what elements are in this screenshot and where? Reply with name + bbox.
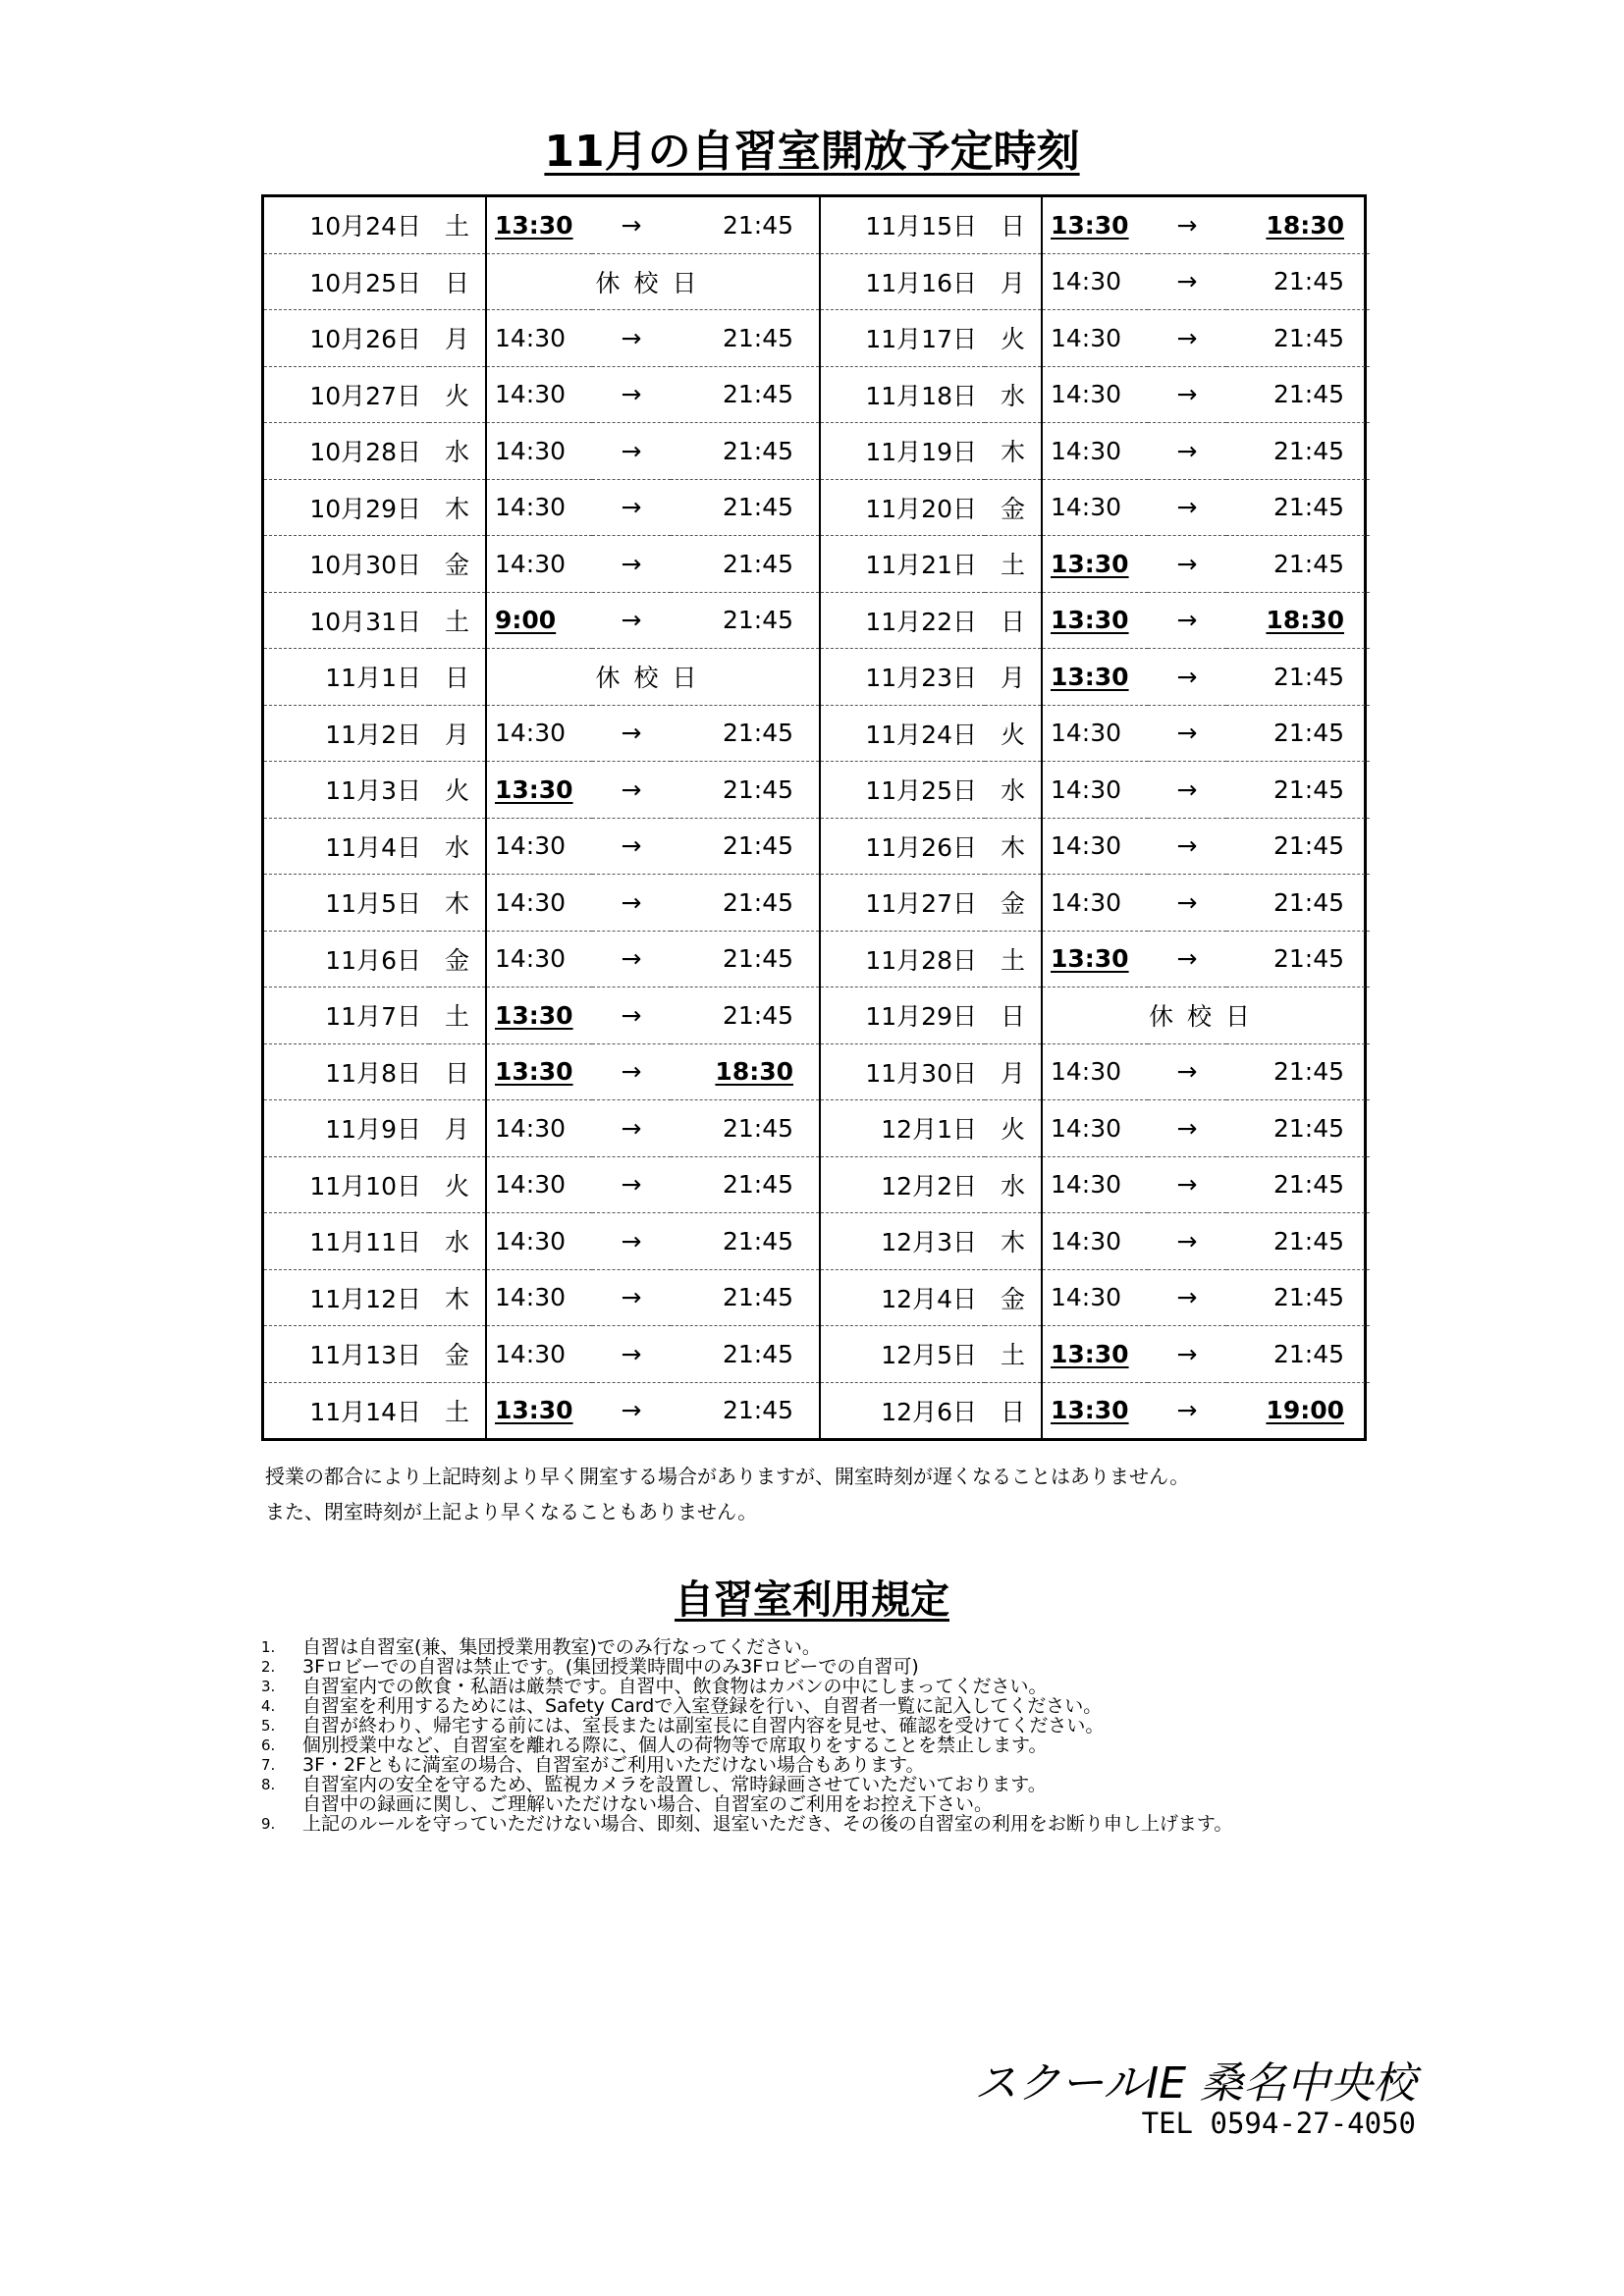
arrow-icon: → (1148, 762, 1226, 819)
schedule-weekday: 水 (429, 423, 486, 480)
schedule-open-time: 14:30 (1042, 1100, 1148, 1157)
schedule-close-time: 21:45 (1226, 818, 1370, 875)
schedule-date: 10月29日 (264, 479, 429, 536)
rule-text: 自習室内の安全を守るため、監視カメラを設置し、常時録画させていただいております。 (302, 1774, 1047, 1795)
schedule-date: 12月2日 (820, 1156, 985, 1213)
schedule-date: 11月12日 (264, 1269, 429, 1326)
schedule-date: 11月29日 (820, 988, 985, 1044)
arrow-icon: → (592, 875, 671, 932)
rule-item (261, 1794, 1232, 1814)
schedule-row (264, 875, 1370, 932)
schedule-open-time: 14:30 (486, 423, 592, 480)
schedule-close-time: 18:30 (1226, 197, 1370, 253)
rule-item (261, 1755, 1232, 1775)
schedule-close-time: 21:45 (671, 762, 820, 819)
arrow-icon: → (1148, 592, 1226, 649)
arrow-icon: → (1148, 423, 1226, 480)
schedule-weekday: 金 (429, 1326, 486, 1383)
schedule-weekday: 土 (985, 1326, 1042, 1383)
school-name: スクールIE 桑名中央校 (974, 2058, 1416, 2109)
schedule-close-time: 21:45 (671, 1382, 820, 1438)
schedule-closed-label: 休校日 (486, 649, 820, 706)
arrow-icon: → (1148, 479, 1226, 536)
schedule-close-time: 21:45 (1226, 1043, 1370, 1100)
schedule-open-time: 14:30 (486, 1269, 592, 1326)
schedule-close-time: 21:45 (671, 366, 820, 423)
schedule-row (264, 1326, 1370, 1383)
schedule-close-time: 21:45 (671, 1326, 820, 1383)
schedule-close-time: 18:30 (671, 1043, 820, 1100)
schedule-date: 11月30日 (820, 1043, 985, 1100)
schedule-weekday: 月 (985, 649, 1042, 706)
arrow-icon: → (1148, 1156, 1226, 1213)
schedule-open-time: 13:30 (495, 1396, 573, 1425)
schedule-close-time: 21:45 (1226, 536, 1370, 593)
schedule-row (264, 1269, 1370, 1326)
schedule-date: 10月24日 (264, 197, 429, 253)
schedule-close-time: 21:45 (671, 931, 820, 988)
schedule-weekday: 金 (985, 479, 1042, 536)
schedule-open-time: 13:30 (486, 762, 592, 819)
rules-list (261, 1637, 1232, 1834)
schedule-date: 11月26日 (820, 818, 985, 875)
schedule-open-time: 14:30 (486, 818, 592, 875)
schedule-close-time: 21:45 (1226, 931, 1370, 988)
schedule-weekday: 水 (985, 366, 1042, 423)
schedule-close-time: 18:30 (1226, 592, 1370, 649)
schedule-close-time: 21:45 (671, 536, 820, 593)
arrow-icon: → (621, 1396, 642, 1425)
schedule-weekday: 火 (985, 705, 1042, 762)
schedule-open-time: 14:30 (1042, 366, 1148, 423)
schedule-open-time: 14:30 (1042, 479, 1148, 536)
schedule-open-time: 14:30 (486, 931, 592, 988)
schedule-date: 11月28日 (820, 931, 985, 988)
schedule-date: 11月6日 (264, 931, 429, 988)
arrow-icon: → (1148, 705, 1226, 762)
schedule-weekday: 月 (429, 705, 486, 762)
schedule-weekday: 木 (985, 423, 1042, 480)
schedule-weekday: 火 (985, 1100, 1042, 1157)
schedule-close-time: 21:45 (671, 705, 820, 762)
rule-item (261, 1696, 1232, 1716)
rule-number: 5. (261, 1717, 276, 1735)
schedule-date: 11月13日 (264, 1326, 429, 1383)
rule-item (261, 1657, 1232, 1677)
schedule-close-time: 21:45 (671, 1269, 820, 1326)
rule-text: 自習は自習室(兼、集団授業用教室)でのみ行なってください。 (302, 1636, 821, 1658)
schedule-date: 12月5日 (820, 1326, 985, 1383)
arrow-icon: → (592, 988, 671, 1044)
schedule-weekday: 日 (985, 1382, 1042, 1438)
schedule-close-time: 21:45 (671, 197, 820, 253)
schedule-open-time: 14:30 (1042, 875, 1148, 932)
arrow-icon: → (1148, 197, 1226, 253)
schedule-open-time: 14:30 (1042, 762, 1148, 819)
schedule-close-time: 21:45 (1226, 875, 1370, 932)
arrow-icon: → (1148, 818, 1226, 875)
schedule-open-time: 14:30 (486, 1156, 592, 1213)
schedule-weekday: 火 (429, 762, 486, 819)
schedule-open-time: 13:30 (1042, 1326, 1148, 1383)
schedule-row (264, 592, 1370, 649)
schedule-close-time: 21:45 (1226, 310, 1370, 367)
schedule-close-time: 21:45 (1226, 762, 1370, 819)
schedule-open-time: 13:30 (1042, 197, 1148, 253)
schedule-date: 11月9日 (264, 1100, 429, 1157)
arrow-icon: → (1148, 536, 1226, 593)
arrow-icon: → (1148, 1326, 1226, 1383)
schedule-date: 11月15日 (820, 197, 985, 253)
note-line: 授業の都合により上記時刻より早く開室する場合がありますが、開室時刻が遅くなることはありません。 (265, 1465, 1190, 1488)
schedule-row (264, 479, 1370, 536)
schedule-close-time: 21:45 (671, 592, 820, 649)
rule-item (261, 1814, 1232, 1834)
schedule-date: 11月7日 (264, 988, 429, 1044)
schedule-date: 11月3日 (264, 762, 429, 819)
schedule-close-time: 21:45 (1226, 705, 1370, 762)
schedule-weekday: 水 (985, 762, 1042, 819)
schedule-weekday: 日 (429, 1043, 486, 1100)
schedule-open-time: 13:30 (486, 197, 592, 253)
schedule-weekday: 土 (429, 1382, 486, 1438)
schedule-weekday: 木 (429, 875, 486, 932)
arrow-icon: → (1148, 310, 1226, 367)
arrow-icon: → (592, 592, 671, 649)
arrow-icon: → (592, 1326, 671, 1383)
arrow-icon: → (1148, 1100, 1226, 1157)
schedule-date: 11月5日 (264, 875, 429, 932)
rules-title: 自習室利用規定 (675, 1577, 949, 1623)
schedule-weekday: 土 (429, 592, 486, 649)
schedule-close-time: 21:45 (1226, 423, 1370, 480)
rule-number: 7. (261, 1756, 276, 1774)
schedule-weekday: 土 (985, 931, 1042, 988)
schedule-open-time: 14:30 (486, 875, 592, 932)
arrow-icon: → (592, 310, 671, 367)
schedule-close-time: 21:45 (671, 310, 820, 367)
schedule-row (264, 423, 1370, 480)
arrow-icon: → (592, 197, 671, 253)
schedule-open-time: 13:30 (1051, 1396, 1129, 1425)
schedule-weekday: 金 (429, 931, 486, 988)
schedule-row (264, 310, 1370, 367)
schedule-closed-label: 休校日 (1042, 988, 1370, 1044)
rule-text: 自習室内での飲食・私語は厳禁です。自習中、飲食物はカバンの中にしまってください。 (302, 1676, 1048, 1697)
schedule-weekday: 日 (429, 649, 486, 706)
schedule-open-time: 13:30 (1042, 536, 1148, 593)
schedule-date: 11月18日 (820, 366, 985, 423)
rule-number: 9. (261, 1815, 276, 1833)
schedule-row (264, 818, 1370, 875)
rule-text: 3Fロビーでの自習は禁止です。(集団授業時間中のみ3Fロビーでの自習可) (302, 1656, 919, 1678)
schedule-weekday: 月 (429, 1100, 486, 1157)
schedule-close-time: 21:45 (1226, 649, 1370, 706)
schedule-notes (265, 1459, 1189, 1529)
schedule-weekday: 月 (985, 253, 1042, 310)
note-line: また、閉室時刻が上記より早くなることもありません。 (265, 1500, 758, 1523)
schedule-date: 11月11日 (264, 1213, 429, 1270)
schedule-close-time: 21:45 (1226, 1156, 1370, 1213)
schedule-weekday: 日 (429, 253, 486, 310)
rule-text: 上記のルールを守っていただけない場合、即刻、退室いただき、その後の自習室の利用をお断り申し上げます。 (302, 1813, 1233, 1835)
schedule-close-time: 21:45 (671, 1213, 820, 1270)
schedule-date: 11月24日 (820, 705, 985, 762)
schedule-weekday: 土 (985, 536, 1042, 593)
schedule-row (264, 705, 1370, 762)
schedule-weekday: 金 (985, 875, 1042, 932)
schedule-date: 11月10日 (264, 1156, 429, 1213)
rule-text: 3F・2Fともに満室の場合、自習室がご利用いただけない場合もあります。 (302, 1754, 925, 1776)
schedule-date: 11月25日 (820, 762, 985, 819)
schedule-date: 11月8日 (264, 1043, 429, 1100)
school-tel: TEL 0594-27-4050 (1141, 2107, 1416, 2140)
rule-item (261, 1716, 1232, 1735)
schedule-date: 11月2日 (264, 705, 429, 762)
arrow-icon: → (592, 479, 671, 536)
rule-number: 2. (261, 1658, 276, 1676)
schedule-closed-label: 休校日 (486, 253, 820, 310)
schedule-date: 11月27日 (820, 875, 985, 932)
schedule-open-time: 14:30 (486, 1100, 592, 1157)
schedule-open-time: 14:30 (486, 479, 592, 536)
schedule-close-time: 19:00 (1266, 1396, 1344, 1425)
schedule-close-time: 21:45 (671, 1100, 820, 1157)
arrow-icon: → (592, 818, 671, 875)
schedule-row (264, 931, 1370, 988)
schedule-weekday: 月 (429, 310, 486, 367)
schedule-weekday: 木 (429, 1269, 486, 1326)
rule-text: 個別授業中など、自習室を離れる際に、個人の荷物等で席取りをすることを禁止します。 (302, 1735, 1048, 1756)
schedule-open-time: 13:30 (1042, 931, 1148, 988)
arrow-icon: → (1148, 1043, 1226, 1100)
arrow-icon: → (1176, 1396, 1198, 1425)
arrow-icon: → (1148, 649, 1226, 706)
schedule-open-time: 13:30 (486, 988, 592, 1044)
schedule-open-time: 14:30 (1042, 705, 1148, 762)
schedule-date: 11月21日 (820, 536, 985, 593)
schedule-close-time: 21:45 (1226, 1213, 1370, 1270)
schedule-date: 10月25日 (264, 253, 429, 310)
schedule-date: 11月14日 (309, 1397, 421, 1426)
arrow-icon: → (592, 762, 671, 819)
rule-item (261, 1775, 1232, 1794)
schedule-open-time: 13:30 (486, 1043, 592, 1100)
schedule-table (261, 194, 1367, 1441)
schedule-close-time: 21:45 (1226, 1269, 1370, 1326)
schedule-row (264, 197, 1370, 253)
schedule-close-time: 21:45 (1226, 479, 1370, 536)
schedule-close-time: 21:45 (671, 479, 820, 536)
schedule-close-time: 21:45 (671, 988, 820, 1044)
schedule-row (264, 1213, 1370, 1270)
rule-number: 4. (261, 1697, 276, 1715)
arrow-icon: → (592, 705, 671, 762)
schedule-date: 11月16日 (820, 253, 985, 310)
schedule-date: 10月28日 (264, 423, 429, 480)
schedule-open-time: 14:30 (1042, 253, 1148, 310)
rule-item (261, 1637, 1232, 1657)
schedule-weekday: 水 (429, 1213, 486, 1270)
schedule-open-time: 14:30 (1042, 1043, 1148, 1100)
schedule-date: 10月27日 (264, 366, 429, 423)
schedule-weekday: 火 (429, 1156, 486, 1213)
schedule-date: 12月6日 (881, 1397, 977, 1426)
schedule-close-time: 21:45 (671, 1156, 820, 1213)
schedule-close-time: 21:45 (671, 423, 820, 480)
schedule-weekday: 木 (985, 818, 1042, 875)
schedule-open-time: 14:30 (486, 310, 592, 367)
schedule-open-time: 14:30 (1042, 1269, 1148, 1326)
schedule-weekday: 土 (429, 988, 486, 1044)
rule-item (261, 1735, 1232, 1755)
arrow-icon: → (592, 536, 671, 593)
schedule-weekday: 木 (985, 1213, 1042, 1270)
schedule-close-time: 21:45 (1226, 253, 1370, 310)
arrow-icon: → (592, 423, 671, 480)
schedule-date: 10月26日 (264, 310, 429, 367)
arrow-icon: → (592, 1100, 671, 1157)
schedule-row (264, 536, 1370, 593)
rule-number: 1. (261, 1638, 276, 1656)
arrow-icon: → (592, 931, 671, 988)
schedule-date: 10月31日 (264, 592, 429, 649)
schedule-open-time: 14:30 (486, 1326, 592, 1383)
schedule-open-time: 14:30 (1042, 310, 1148, 367)
arrow-icon: → (1148, 1213, 1226, 1270)
schedule-open-time: 14:30 (486, 705, 592, 762)
schedule-close-time: 21:45 (1226, 1326, 1370, 1383)
schedule-date: 11月4日 (264, 818, 429, 875)
schedule-date: 12月1日 (820, 1100, 985, 1157)
schedule-row (264, 253, 1370, 310)
rule-number (261, 1794, 302, 1814)
schedule-close-time: 21:45 (671, 875, 820, 932)
schedule-weekday: 日 (985, 988, 1042, 1044)
schedule-open-time: 9:00 (486, 592, 592, 649)
schedule-date: 11月22日 (820, 592, 985, 649)
arrow-icon: → (1148, 253, 1226, 310)
page-title: 11月の自習室開放予定時刻 (544, 127, 1080, 177)
schedule-close-time: 21:45 (1226, 366, 1370, 423)
schedule-row (264, 1043, 1370, 1100)
arrow-icon: → (1148, 1269, 1226, 1326)
schedule-open-time: 14:30 (1042, 1213, 1148, 1270)
schedule-weekday: 木 (429, 479, 486, 536)
schedule-open-time: 14:30 (486, 366, 592, 423)
schedule-weekday: 火 (985, 310, 1042, 367)
schedule-date: 10月30日 (264, 536, 429, 593)
rule-text: 自習が終わり、帰宅する前には、室長または副室長に自習内容を見せ、確認を受けてください。 (302, 1715, 1105, 1736)
schedule-date: 12月3日 (820, 1213, 985, 1270)
schedule-weekday: 日 (985, 197, 1042, 253)
schedule-open-time: 14:30 (1042, 1156, 1148, 1213)
schedule-close-time: 21:45 (1226, 1100, 1370, 1157)
schedule-open-time: 13:30 (1042, 592, 1148, 649)
rule-number: 3. (261, 1678, 276, 1695)
schedule-open-time: 13:30 (1042, 649, 1148, 706)
schedule-weekday: 土 (429, 197, 486, 253)
schedule-row (264, 649, 1370, 706)
schedule-row (264, 1156, 1370, 1213)
arrow-icon: → (592, 366, 671, 423)
schedule-row (264, 988, 1370, 1044)
schedule-close-time: 21:45 (671, 818, 820, 875)
rule-text: 自習中の録画に関し、ご理解いただけない場合、自習室のご利用をお控え下さい。 (302, 1793, 994, 1815)
schedule-row (264, 1382, 1370, 1438)
arrow-icon: → (1148, 366, 1226, 423)
schedule-date: 11月19日 (820, 423, 985, 480)
arrow-icon: → (592, 1156, 671, 1213)
schedule-date: 11月17日 (820, 310, 985, 367)
arrow-icon: → (592, 1269, 671, 1326)
schedule-weekday: 月 (985, 1043, 1042, 1100)
arrow-icon: → (592, 1213, 671, 1270)
arrow-icon: → (592, 1043, 671, 1100)
schedule-open-time: 14:30 (1042, 818, 1148, 875)
schedule-open-time: 14:30 (1042, 423, 1148, 480)
schedule-open-time: 14:30 (486, 1213, 592, 1270)
rule-number: 8. (261, 1776, 276, 1793)
rule-item (261, 1677, 1232, 1696)
rule-number: 6. (261, 1736, 276, 1754)
rule-text: 自習室を利用するためには、Safety Cardで入室登録を行い、自習者一覧に記入してください。 (302, 1695, 1103, 1717)
schedule-row (264, 762, 1370, 819)
schedule-weekday: 金 (429, 536, 486, 593)
schedule-date: 11月20日 (820, 479, 985, 536)
arrow-icon: → (1148, 931, 1226, 988)
schedule-row (264, 366, 1370, 423)
schedule-weekday: 火 (429, 366, 486, 423)
arrow-icon: → (1148, 875, 1226, 932)
schedule-weekday: 水 (429, 818, 486, 875)
schedule-date: 11月1日 (264, 649, 429, 706)
schedule-date: 11月23日 (820, 649, 985, 706)
schedule-open-time: 14:30 (486, 536, 592, 593)
schedule-weekday: 日 (985, 592, 1042, 649)
schedule-row (264, 1100, 1370, 1157)
schedule-weekday: 金 (985, 1269, 1042, 1326)
schedule-weekday: 水 (985, 1156, 1042, 1213)
schedule-date: 12月4日 (820, 1269, 985, 1326)
